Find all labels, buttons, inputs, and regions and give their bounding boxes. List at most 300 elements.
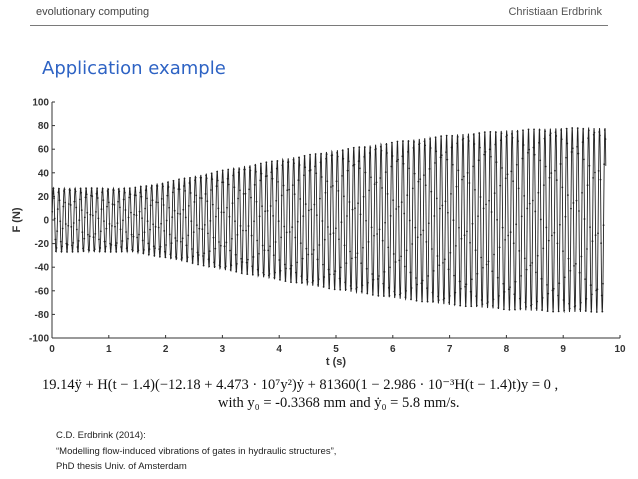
data-point [269,245,271,247]
data-point [517,131,519,133]
data-point [495,131,497,133]
data-point [123,188,125,190]
data-point [384,222,386,224]
data-point [534,211,536,213]
data-point [261,205,263,207]
data-point [242,230,244,232]
data-point [243,193,245,195]
data-point [553,232,555,234]
data-point [600,179,602,181]
data-point [576,146,578,148]
data-point [51,211,53,213]
data-point [124,192,126,194]
data-point [187,256,189,258]
data-point [354,207,356,209]
data-point [144,208,146,210]
data-point [217,207,219,209]
y-tick-label: 20 [37,191,49,203]
data-point [491,211,493,213]
data-point [445,200,447,202]
data-point [370,176,372,178]
data-point [472,223,474,225]
data-point [398,259,400,261]
data-point [525,306,527,308]
data-point [134,187,136,189]
data-point [469,182,471,184]
data-point [488,200,490,202]
data-point [505,136,507,138]
data-point [591,293,593,295]
data-point [285,268,287,270]
data-point [188,205,190,207]
data-point [286,231,288,233]
data-point [317,284,319,286]
data-point [509,286,511,288]
data-point [555,135,557,137]
data-point [496,161,498,163]
data-point [106,206,108,208]
data-point [193,231,195,233]
data-point [149,248,151,250]
data-point [320,153,322,155]
data-point [168,186,170,188]
data-point [253,220,255,222]
y-tick-label: -100 [28,333,49,345]
data-point [371,273,373,275]
data-point [328,287,330,289]
data-point [99,247,101,249]
data-point [81,231,83,233]
data-point [265,161,267,163]
data-point [179,213,181,215]
data-point [169,234,171,236]
data-point [228,184,230,186]
data-point [376,181,378,183]
data-point [441,154,443,156]
data-point [123,199,125,201]
data-point [481,299,483,301]
data-point [257,269,259,271]
data-point [449,295,451,297]
data-point [310,169,312,171]
data-point [69,189,71,191]
data-point [145,189,147,191]
data-point [163,204,165,206]
data-point [506,134,508,136]
data-point [94,248,96,250]
data-point [385,144,387,146]
data-point [456,186,458,188]
data-point [270,171,272,173]
data-point [160,223,162,225]
data-point [148,254,150,256]
data-point [327,226,329,228]
data-point [545,227,547,229]
data-point [270,205,272,207]
data-point [416,284,418,286]
data-point [178,179,180,181]
data-point [388,287,390,289]
data-point [301,282,303,284]
data-point [259,180,261,182]
data-point [422,280,424,282]
data-point [185,244,187,246]
y-tick-label: -40 [34,262,49,274]
data-point [389,295,391,297]
data-point [439,208,441,210]
data-point [85,187,87,189]
data-point [402,140,404,142]
data-point [515,281,517,283]
data-point [449,252,451,254]
data-point [342,150,344,152]
data-point [246,273,248,275]
data-point [573,202,575,204]
data-point [240,258,242,260]
data-point [125,231,127,233]
data-point [330,186,332,188]
data-point [361,290,363,292]
data-point [379,228,381,230]
data-point [468,140,470,142]
data-point [474,189,476,191]
data-point [86,212,88,214]
data-point [129,187,131,189]
data-point [444,258,446,260]
data-point [120,229,122,231]
data-point [234,220,236,222]
data-point [392,155,394,157]
data-point [496,219,498,221]
data-point [456,143,458,145]
data-point [208,258,210,260]
data-point [485,204,487,206]
data-point [343,195,345,197]
data-point [278,220,280,222]
data-point [196,224,198,226]
data-point [560,129,562,131]
data-point [342,158,344,160]
data-point [201,197,203,199]
data-point [229,216,231,218]
data-point [438,264,440,266]
data-point [556,179,558,181]
data-point [159,256,161,258]
data-point [483,154,485,156]
data-point [470,291,472,293]
data-point [248,225,250,227]
data-point [581,192,583,194]
data-point [266,175,268,177]
data-point [93,236,95,238]
data-point [369,152,371,154]
data-point [551,235,553,237]
data-point [153,245,155,247]
data-point [480,257,482,259]
data-point [83,238,85,240]
data-point [255,171,257,173]
data-point [436,198,438,200]
data-point [509,309,511,311]
data-point [115,244,117,246]
data-point [94,233,96,235]
data-point [568,258,570,260]
data-point [471,278,473,280]
data-point [363,196,365,198]
data-point [241,272,243,274]
data-point [473,134,475,136]
data-point [141,196,143,198]
data-point [391,142,393,144]
data-point [453,275,455,277]
data-point [511,133,513,135]
data-point [486,264,488,266]
data-point [438,299,440,301]
data-point [172,191,174,193]
data-point [117,201,119,203]
data-point [305,248,307,250]
x-tick-label: 0 [49,344,55,355]
data-point [480,196,482,198]
data-point [475,295,477,297]
data-point [53,197,55,199]
data-point [166,195,168,197]
data-point [485,151,487,153]
data-point [269,273,271,275]
data-point [296,282,298,284]
data-point [601,295,603,297]
data-point [375,148,377,150]
data-point [572,147,574,149]
data-point [584,218,586,220]
data-point [84,217,86,219]
data-point [592,177,594,179]
data-point [448,269,450,271]
data-point [433,215,435,217]
data-point [584,278,586,280]
data-point [479,147,481,149]
equation-block [42,376,622,412]
data-point [294,237,296,239]
data-point [534,154,536,156]
data-point [100,230,102,232]
data-point [523,144,525,146]
data-point [432,292,434,294]
data-point [154,247,156,249]
data-point [249,170,251,172]
data-point [77,251,79,253]
data-point [422,230,424,232]
data-point [577,127,579,129]
data-point [355,257,357,259]
data-point [158,227,160,229]
data-point [290,281,292,283]
y-tick-label: 60 [37,144,49,156]
data-point [549,134,551,136]
data-point [158,248,160,250]
data-point [587,184,589,186]
data-point [415,277,417,279]
data-point [331,154,333,156]
data-point [424,144,426,146]
y-axis-label: F (N) [11,207,23,233]
data-point [569,270,571,272]
data-point [143,249,145,251]
data-point [181,257,183,259]
data-point [295,272,297,274]
data-point [575,263,577,265]
data-point [504,291,506,293]
data-point [67,225,69,227]
data-point [180,241,182,243]
data-point [467,136,469,138]
data-point [101,208,103,210]
data-point [352,209,354,211]
data-point [390,166,392,168]
data-point [580,302,582,304]
data-point [230,264,232,266]
data-point [353,147,355,149]
data-point [267,210,269,212]
data-point [390,215,392,217]
data-point [121,251,123,253]
data-point [435,136,437,138]
data-point [497,307,499,309]
data-point [81,209,83,211]
data-point [174,237,176,239]
data-point [337,190,339,192]
data-point [122,219,124,221]
data-point [227,178,229,180]
data-point [161,183,163,185]
data-point [502,283,504,285]
data-point [593,132,595,134]
data-point [128,217,130,219]
data-point [133,214,135,216]
data-point [272,215,274,217]
data-point [214,266,216,268]
data-point [187,234,189,236]
data-point [421,301,423,303]
data-point [262,272,264,274]
data-point [202,255,204,257]
data-point [344,245,346,247]
data-point [86,193,88,195]
data-point [433,270,435,272]
data-point [176,240,178,242]
data-point [89,235,91,237]
y-tick-label: -60 [34,286,49,298]
x-tick-label: 8 [503,344,510,355]
data-point [118,190,120,192]
data-point [275,241,277,243]
data-point [237,198,239,200]
data-point [544,138,546,140]
data-point [129,193,131,195]
data-point [62,228,64,230]
data-point [494,192,496,194]
data-point [440,135,442,137]
data-point [341,175,343,177]
data-point [360,213,362,215]
data-point [57,191,59,193]
data-point [99,250,101,252]
data-point [203,252,205,254]
data-point [192,262,194,264]
data-point [482,267,484,269]
data-point [582,141,584,143]
data-point [533,128,535,130]
data-point [149,229,151,231]
data-point [437,295,439,297]
data-point [191,248,193,250]
data-point [563,299,565,301]
data-point [273,277,275,279]
data-point [227,169,229,171]
data-point [504,239,506,241]
data-point [245,230,247,232]
data-point [397,141,399,143]
data-point [248,188,250,190]
data-point [562,250,564,252]
data-point [182,237,184,239]
data-point [532,200,534,202]
data-point [57,208,59,210]
data-point [277,160,279,162]
data-point [434,162,436,164]
data-point [406,194,408,196]
data-point [310,209,312,211]
data-point [67,244,69,246]
data-point [363,156,365,158]
data-point [233,168,235,170]
data-point [254,184,256,186]
data-point [341,221,343,223]
data-point [570,208,572,210]
data-point [557,295,559,297]
data-point [565,216,567,218]
data-point [213,237,215,239]
data-point [603,163,605,165]
data-point [361,284,363,286]
data-point [347,170,349,172]
data-point [547,293,549,295]
data-point [323,276,325,278]
data-point [585,298,587,300]
data-point [296,261,298,263]
data-point [135,195,137,197]
data-point [351,258,353,260]
data-point [307,254,309,256]
data-point [65,223,67,225]
data-point [561,138,563,140]
data-point [237,234,239,236]
data-point [476,305,478,307]
data-point [112,203,114,205]
data-point [136,214,138,216]
data-point [302,258,304,260]
data-point [579,272,581,274]
data-point [210,189,212,191]
data-point [483,208,485,210]
data-point [358,160,360,162]
reference-author: C.D. Erdbrink (2014): [56,430,146,441]
data-point [366,268,368,270]
data-point [182,209,184,211]
data-point [235,254,237,256]
data-point [256,201,258,203]
data-point [126,247,128,249]
